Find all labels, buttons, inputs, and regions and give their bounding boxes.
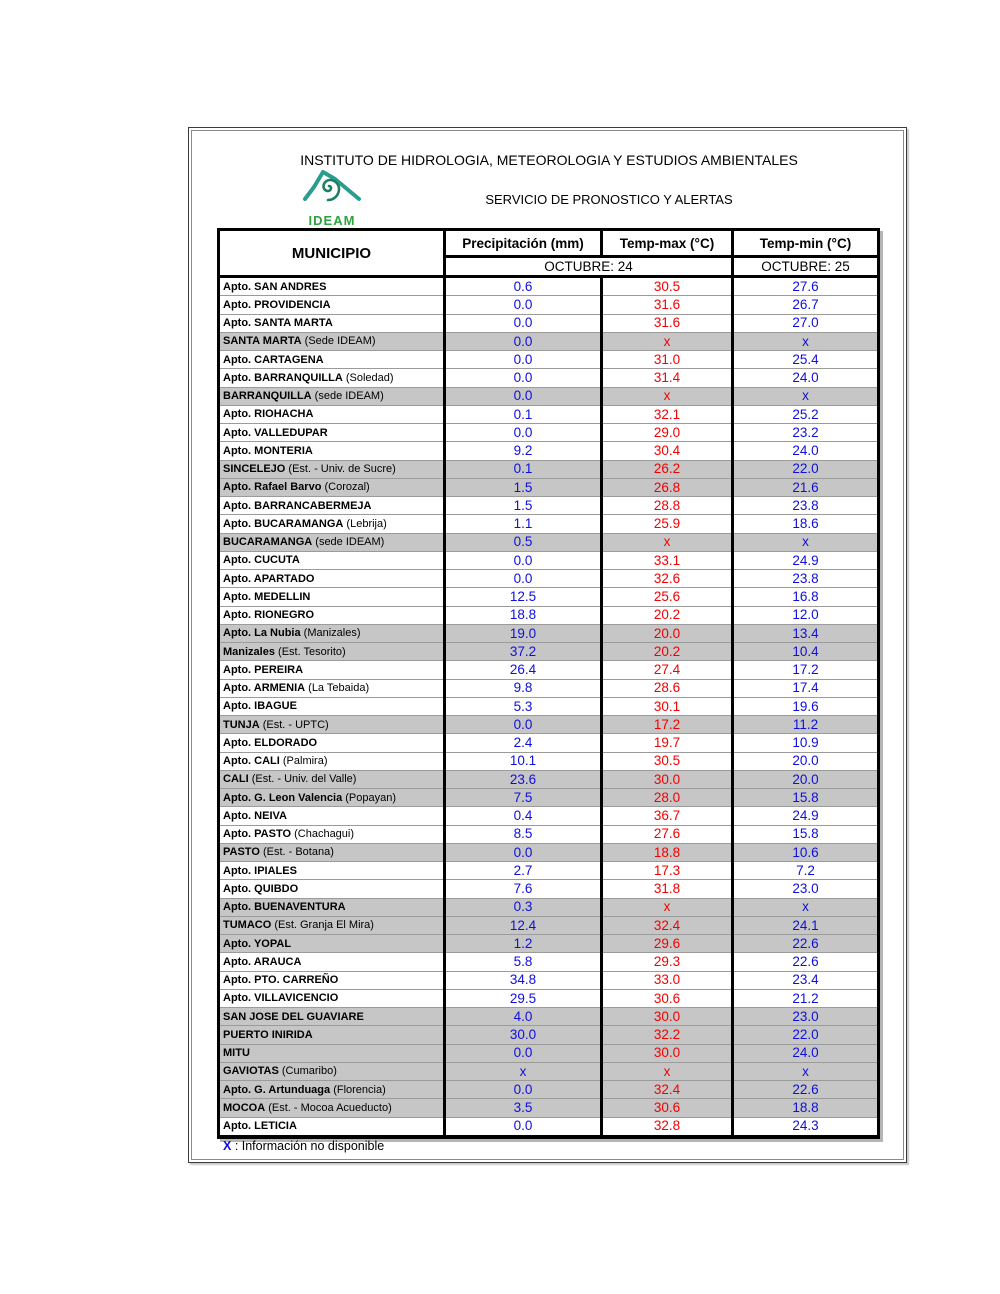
table-row — [219, 716, 879, 734]
municipio-cell: MOCOA (Est. - Mocoa Acueducto) — [219, 1099, 445, 1117]
footnote-x-symbol: X — [223, 1139, 232, 1153]
table-row — [219, 624, 879, 642]
precipitacion-cell: 0.0 — [445, 314, 602, 332]
temp-max-cell: 30.1 — [602, 697, 733, 715]
temp-max-cell: 27.6 — [602, 825, 733, 843]
temp-max-cell: 28.0 — [602, 789, 733, 807]
table-row — [219, 880, 879, 898]
temp-max-cell: 29.0 — [602, 424, 733, 442]
precipitacion-cell: 37.2 — [445, 643, 602, 661]
date-header-octubre-25: OCTUBRE: 25 — [733, 257, 879, 277]
precipitacion-cell: 0.0 — [445, 716, 602, 734]
table-row — [219, 570, 879, 588]
precipitacion-cell: 12.5 — [445, 588, 602, 606]
table-row — [219, 1099, 879, 1117]
temp-max-cell: 36.7 — [602, 807, 733, 825]
precipitacion-cell: 0.6 — [445, 277, 602, 296]
temp-max-cell: 28.6 — [602, 679, 733, 697]
footnote-text: : Información no disponible — [231, 1139, 385, 1153]
temp-max-cell: 30.0 — [602, 770, 733, 788]
municipio-cell: Apto. SAN ANDRES — [219, 277, 445, 296]
municipio-cell: Apto. VILLAVICENCIO — [219, 989, 445, 1007]
temp-min-cell: 18.6 — [733, 515, 879, 533]
precipitacion-cell: 1.5 — [445, 497, 602, 515]
municipio-cell: Apto. PASTO (Chachagui) — [219, 825, 445, 843]
temp-min-cell: 23.4 — [733, 971, 879, 989]
temp-max-cell: 18.8 — [602, 843, 733, 861]
municipio-cell: Apto. CALI (Palmira) — [219, 752, 445, 770]
municipio-cell: MITU — [219, 1044, 445, 1062]
table-row — [219, 588, 879, 606]
table-row — [219, 296, 879, 314]
temp-max-cell: 33.0 — [602, 971, 733, 989]
temp-min-cell: 10.6 — [733, 843, 879, 861]
municipio-cell: SINCELEJO (Est. - Univ. de Sucre) — [219, 460, 445, 478]
municipio-cell: Apto. SANTA MARTA — [219, 314, 445, 332]
temp-min-cell: 19.6 — [733, 697, 879, 715]
precipitacion-cell: 2.7 — [445, 862, 602, 880]
precipitacion-cell: 29.5 — [445, 989, 602, 1007]
temp-min-cell: 27.6 — [733, 277, 879, 296]
forecast-table — [217, 228, 880, 1139]
precipitacion-cell: 0.5 — [445, 533, 602, 551]
temp-min-cell: 21.6 — [733, 478, 879, 496]
municipio-cell: Apto. ARMENIA (La Tebaida) — [219, 679, 445, 697]
temp-min-cell: x — [733, 898, 879, 916]
municipio-cell: Apto. NEIVA — [219, 807, 445, 825]
precipitacion-cell: 0.3 — [445, 898, 602, 916]
table-row — [219, 551, 879, 569]
date-header-octubre-24: OCTUBRE: 24 — [445, 257, 733, 277]
temp-min-cell: 15.8 — [733, 825, 879, 843]
table-row — [219, 442, 879, 460]
table-row — [219, 424, 879, 442]
municipio-cell: BUCARAMANGA (sede IDEAM) — [219, 533, 445, 551]
precipitacion-cell: 2.4 — [445, 734, 602, 752]
precipitacion-cell: 19.0 — [445, 624, 602, 642]
municipio-cell: GAVIOTAS (Cumaribo) — [219, 1062, 445, 1080]
temp-max-cell: 32.6 — [602, 570, 733, 588]
municipio-cell: Apto. PEREIRA — [219, 661, 445, 679]
table-row — [219, 369, 879, 387]
table-row — [219, 679, 879, 697]
temp-max-cell: 17.2 — [602, 716, 733, 734]
temp-max-cell: 32.2 — [602, 1026, 733, 1044]
municipio-cell: Apto. G. Artunduaga (Florencia) — [219, 1081, 445, 1099]
temp-min-cell: 11.2 — [733, 716, 879, 734]
temp-min-cell: x — [733, 533, 879, 551]
temp-min-cell: 16.8 — [733, 588, 879, 606]
municipio-cell: Apto. BARRANCABERMEJA — [219, 497, 445, 515]
temp-min-cell: 15.8 — [733, 789, 879, 807]
municipio-cell: Apto. G. Leon Valencia (Popayan) — [219, 789, 445, 807]
precipitacion-cell: 3.5 — [445, 1099, 602, 1117]
municipio-cell: Apto. IPIALES — [219, 862, 445, 880]
precipitacion-cell: 18.8 — [445, 606, 602, 624]
report-title: INSTITUTO DE HIDROLOGIA, METEOROLOGIA Y ESTUDIOS AMBIENTALES — [300, 152, 798, 168]
report-subtitle: SERVICIO DE PRONOSTICO Y ALERTAS — [485, 192, 733, 207]
precipitacion-cell: 10.1 — [445, 752, 602, 770]
municipio-cell: SANTA MARTA (Sede IDEAM) — [219, 332, 445, 350]
municipio-cell: Apto. ELDORADO — [219, 734, 445, 752]
precipitacion-cell: 30.0 — [445, 1026, 602, 1044]
precipitacion-cell: 26.4 — [445, 661, 602, 679]
municipio-cell: Apto. RIOHACHA — [219, 405, 445, 423]
temp-max-cell: 20.0 — [602, 624, 733, 642]
temp-max-cell: 30.6 — [602, 1099, 733, 1117]
table-row — [219, 405, 879, 423]
temp-min-cell: 22.6 — [733, 953, 879, 971]
table-row — [219, 478, 879, 496]
temp-min-cell: 22.6 — [733, 1081, 879, 1099]
col-header-municipio: MUNICIPIO — [219, 230, 445, 277]
table-row — [219, 661, 879, 679]
temp-min-cell: 20.0 — [733, 752, 879, 770]
temp-min-cell: 23.8 — [733, 497, 879, 515]
table-row — [219, 752, 879, 770]
col-header-precipitacion: Precipitación (mm) — [445, 230, 602, 257]
temp-max-cell: 26.8 — [602, 478, 733, 496]
temp-min-cell: 24.3 — [733, 1117, 879, 1137]
col-header-temp-min: Temp-min (°C) — [733, 230, 879, 257]
temp-max-cell: x — [602, 898, 733, 916]
temp-max-cell: 30.5 — [602, 277, 733, 296]
municipio-cell: Apto. MEDELLIN — [219, 588, 445, 606]
municipio-cell: Apto. VALLEDUPAR — [219, 424, 445, 442]
municipio-cell: Apto. LETICIA — [219, 1117, 445, 1137]
table-row — [219, 1044, 879, 1062]
temp-min-cell: 24.9 — [733, 807, 879, 825]
temp-max-cell: 31.0 — [602, 351, 733, 369]
temp-min-cell: 17.4 — [733, 679, 879, 697]
temp-max-cell: 30.4 — [602, 442, 733, 460]
table-row — [219, 332, 879, 350]
temp-max-cell: 31.6 — [602, 296, 733, 314]
temp-max-cell: x — [602, 533, 733, 551]
precipitacion-cell: 34.8 — [445, 971, 602, 989]
temp-min-cell: 25.4 — [733, 351, 879, 369]
temp-max-cell: 19.7 — [602, 734, 733, 752]
report-frame — [188, 127, 907, 1163]
temp-min-cell: 22.0 — [733, 460, 879, 478]
precipitacion-cell: 0.0 — [445, 570, 602, 588]
precipitacion-cell: x — [445, 1062, 602, 1080]
temp-min-cell: 22.6 — [733, 935, 879, 953]
temp-min-cell: 21.2 — [733, 989, 879, 1007]
temp-min-cell: 22.0 — [733, 1026, 879, 1044]
municipio-cell: TUNJA (Est. - UPTC) — [219, 716, 445, 734]
table-row — [219, 314, 879, 332]
table-row — [219, 387, 879, 405]
precipitacion-cell: 7.5 — [445, 789, 602, 807]
precipitacion-cell: 0.0 — [445, 843, 602, 861]
temp-min-cell: 12.0 — [733, 606, 879, 624]
table-row — [219, 497, 879, 515]
table-row — [219, 935, 879, 953]
municipio-cell: Apto. MONTERIA — [219, 442, 445, 460]
municipio-cell: Apto. ARAUCA — [219, 953, 445, 971]
table-row — [219, 807, 879, 825]
temp-min-cell: 24.9 — [733, 551, 879, 569]
table-row — [219, 953, 879, 971]
municipio-cell: SAN JOSE DEL GUAVIARE — [219, 1008, 445, 1026]
temp-min-cell: 10.4 — [733, 643, 879, 661]
table-row — [219, 825, 879, 843]
temp-max-cell: 31.6 — [602, 314, 733, 332]
precipitacion-cell: 0.1 — [445, 405, 602, 423]
forecast-table-body — [219, 277, 879, 1137]
precipitacion-cell: 23.6 — [445, 770, 602, 788]
municipio-cell: Apto. BARRANQUILLA (Soledad) — [219, 369, 445, 387]
precipitacion-cell: 0.0 — [445, 551, 602, 569]
temp-max-cell: 27.4 — [602, 661, 733, 679]
temp-max-cell: 26.2 — [602, 460, 733, 478]
temp-max-cell: 30.0 — [602, 1008, 733, 1026]
temp-max-cell: 31.4 — [602, 369, 733, 387]
municipio-cell: Apto. PTO. CARREÑO — [219, 971, 445, 989]
municipio-cell: TUMACO (Est. Granja El Mira) — [219, 916, 445, 934]
table-row — [219, 1008, 879, 1026]
municipio-cell: Apto. La Nubia (Manizales) — [219, 624, 445, 642]
precipitacion-cell: 0.0 — [445, 1044, 602, 1062]
table-row — [219, 1026, 879, 1044]
table-row — [219, 643, 879, 661]
precipitacion-cell: 1.5 — [445, 478, 602, 496]
temp-min-cell: 26.7 — [733, 296, 879, 314]
temp-min-cell: 10.9 — [733, 734, 879, 752]
precipitacion-cell: 5.8 — [445, 953, 602, 971]
temp-max-cell: x — [602, 1062, 733, 1080]
municipio-cell: Apto. YOPAL — [219, 935, 445, 953]
municipio-cell: Apto. Rafael Barvo (Corozal) — [219, 478, 445, 496]
temp-min-cell: 23.8 — [733, 570, 879, 588]
temp-max-cell: 20.2 — [602, 606, 733, 624]
temp-min-cell: 24.1 — [733, 916, 879, 934]
temp-max-cell: 30.6 — [602, 989, 733, 1007]
temp-min-cell: 7.2 — [733, 862, 879, 880]
precipitacion-cell: 0.0 — [445, 351, 602, 369]
precipitacion-cell: 0.1 — [445, 460, 602, 478]
table-row — [219, 770, 879, 788]
temp-min-cell: 23.0 — [733, 880, 879, 898]
temp-max-cell: 17.3 — [602, 862, 733, 880]
municipio-cell: CALI (Est. - Univ. del Valle) — [219, 770, 445, 788]
municipio-cell: Apto. PROVIDENCIA — [219, 296, 445, 314]
municipio-cell: PUERTO INIRIDA — [219, 1026, 445, 1044]
table-row — [219, 916, 879, 934]
temp-min-cell: 20.0 — [733, 770, 879, 788]
municipio-cell: Apto. BUCARAMANGA (Lebrija) — [219, 515, 445, 533]
temp-max-cell: 29.3 — [602, 953, 733, 971]
table-row — [219, 789, 879, 807]
ideam-logo-text: IDEAM — [308, 213, 356, 228]
precipitacion-cell: 9.2 — [445, 442, 602, 460]
precipitacion-cell: 0.0 — [445, 332, 602, 350]
temp-max-cell: 29.6 — [602, 935, 733, 953]
temp-max-cell: 31.8 — [602, 880, 733, 898]
col-header-temp-max: Temp-max (°C) — [602, 230, 733, 257]
table-row — [219, 533, 879, 551]
temp-max-cell: 32.1 — [602, 405, 733, 423]
temp-min-cell: 24.0 — [733, 1044, 879, 1062]
municipio-cell: Apto. IBAGUE — [219, 697, 445, 715]
footnote — [223, 1139, 384, 1153]
temp-min-cell: x — [733, 1062, 879, 1080]
temp-min-cell: 13.4 — [733, 624, 879, 642]
precipitacion-cell: 0.0 — [445, 1117, 602, 1137]
table-row — [219, 1117, 879, 1137]
temp-min-cell: 23.2 — [733, 424, 879, 442]
precipitacion-cell: 5.3 — [445, 697, 602, 715]
precipitacion-cell: 0.0 — [445, 424, 602, 442]
temp-max-cell: 25.6 — [602, 588, 733, 606]
temp-min-cell: 23.0 — [733, 1008, 879, 1026]
temp-min-cell: 17.2 — [733, 661, 879, 679]
table-row — [219, 1062, 879, 1080]
table-row — [219, 843, 879, 861]
table-row — [219, 460, 879, 478]
precipitacion-cell: 1.2 — [445, 935, 602, 953]
table-row — [219, 606, 879, 624]
precipitacion-cell: 12.4 — [445, 916, 602, 934]
table-row — [219, 697, 879, 715]
table-row — [219, 277, 879, 296]
municipio-cell: Apto. CUCUTA — [219, 551, 445, 569]
table-row — [219, 515, 879, 533]
table-row — [219, 1081, 879, 1099]
municipio-cell: PASTO (Est. - Botana) — [219, 843, 445, 861]
table-row — [219, 351, 879, 369]
temp-max-cell: 28.8 — [602, 497, 733, 515]
municipio-cell: Apto. CARTAGENA — [219, 351, 445, 369]
municipio-cell: BARRANQUILLA (sede IDEAM) — [219, 387, 445, 405]
precipitacion-cell: 0.0 — [445, 369, 602, 387]
municipio-cell: Apto. BUENAVENTURA — [219, 898, 445, 916]
temp-max-cell: 33.1 — [602, 551, 733, 569]
temp-min-cell: x — [733, 332, 879, 350]
temp-max-cell: x — [602, 332, 733, 350]
forecast-table-header — [219, 230, 879, 277]
precipitacion-cell: 0.0 — [445, 296, 602, 314]
table-row — [219, 989, 879, 1007]
municipio-cell: Manizales (Est. Tesorito) — [219, 643, 445, 661]
precipitacion-cell: 7.6 — [445, 880, 602, 898]
temp-max-cell: 32.4 — [602, 1081, 733, 1099]
temp-max-cell: 25.9 — [602, 515, 733, 533]
temp-min-cell: 24.0 — [733, 369, 879, 387]
municipio-cell: Apto. APARTADO — [219, 570, 445, 588]
precipitacion-cell: 0.0 — [445, 1081, 602, 1099]
temp-max-cell: 32.4 — [602, 916, 733, 934]
precipitacion-cell: 9.8 — [445, 679, 602, 697]
municipio-cell: Apto. RIONEGRO — [219, 606, 445, 624]
temp-min-cell: 27.0 — [733, 314, 879, 332]
precipitacion-cell: 0.0 — [445, 387, 602, 405]
precipitacion-cell: 8.5 — [445, 825, 602, 843]
temp-min-cell: 18.8 — [733, 1099, 879, 1117]
temp-max-cell: x — [602, 387, 733, 405]
temp-max-cell: 30.5 — [602, 752, 733, 770]
table-row — [219, 862, 879, 880]
temp-min-cell: 24.0 — [733, 442, 879, 460]
temp-min-cell: 25.2 — [733, 405, 879, 423]
temp-min-cell: x — [733, 387, 879, 405]
table-row — [219, 971, 879, 989]
municipio-cell: Apto. QUIBDO — [219, 880, 445, 898]
precipitacion-cell: 4.0 — [445, 1008, 602, 1026]
precipitacion-cell: 1.1 — [445, 515, 602, 533]
precipitacion-cell: 0.4 — [445, 807, 602, 825]
temp-max-cell: 20.2 — [602, 643, 733, 661]
table-row — [219, 734, 879, 752]
temp-max-cell: 30.0 — [602, 1044, 733, 1062]
table-row — [219, 898, 879, 916]
temp-max-cell: 32.8 — [602, 1117, 733, 1137]
